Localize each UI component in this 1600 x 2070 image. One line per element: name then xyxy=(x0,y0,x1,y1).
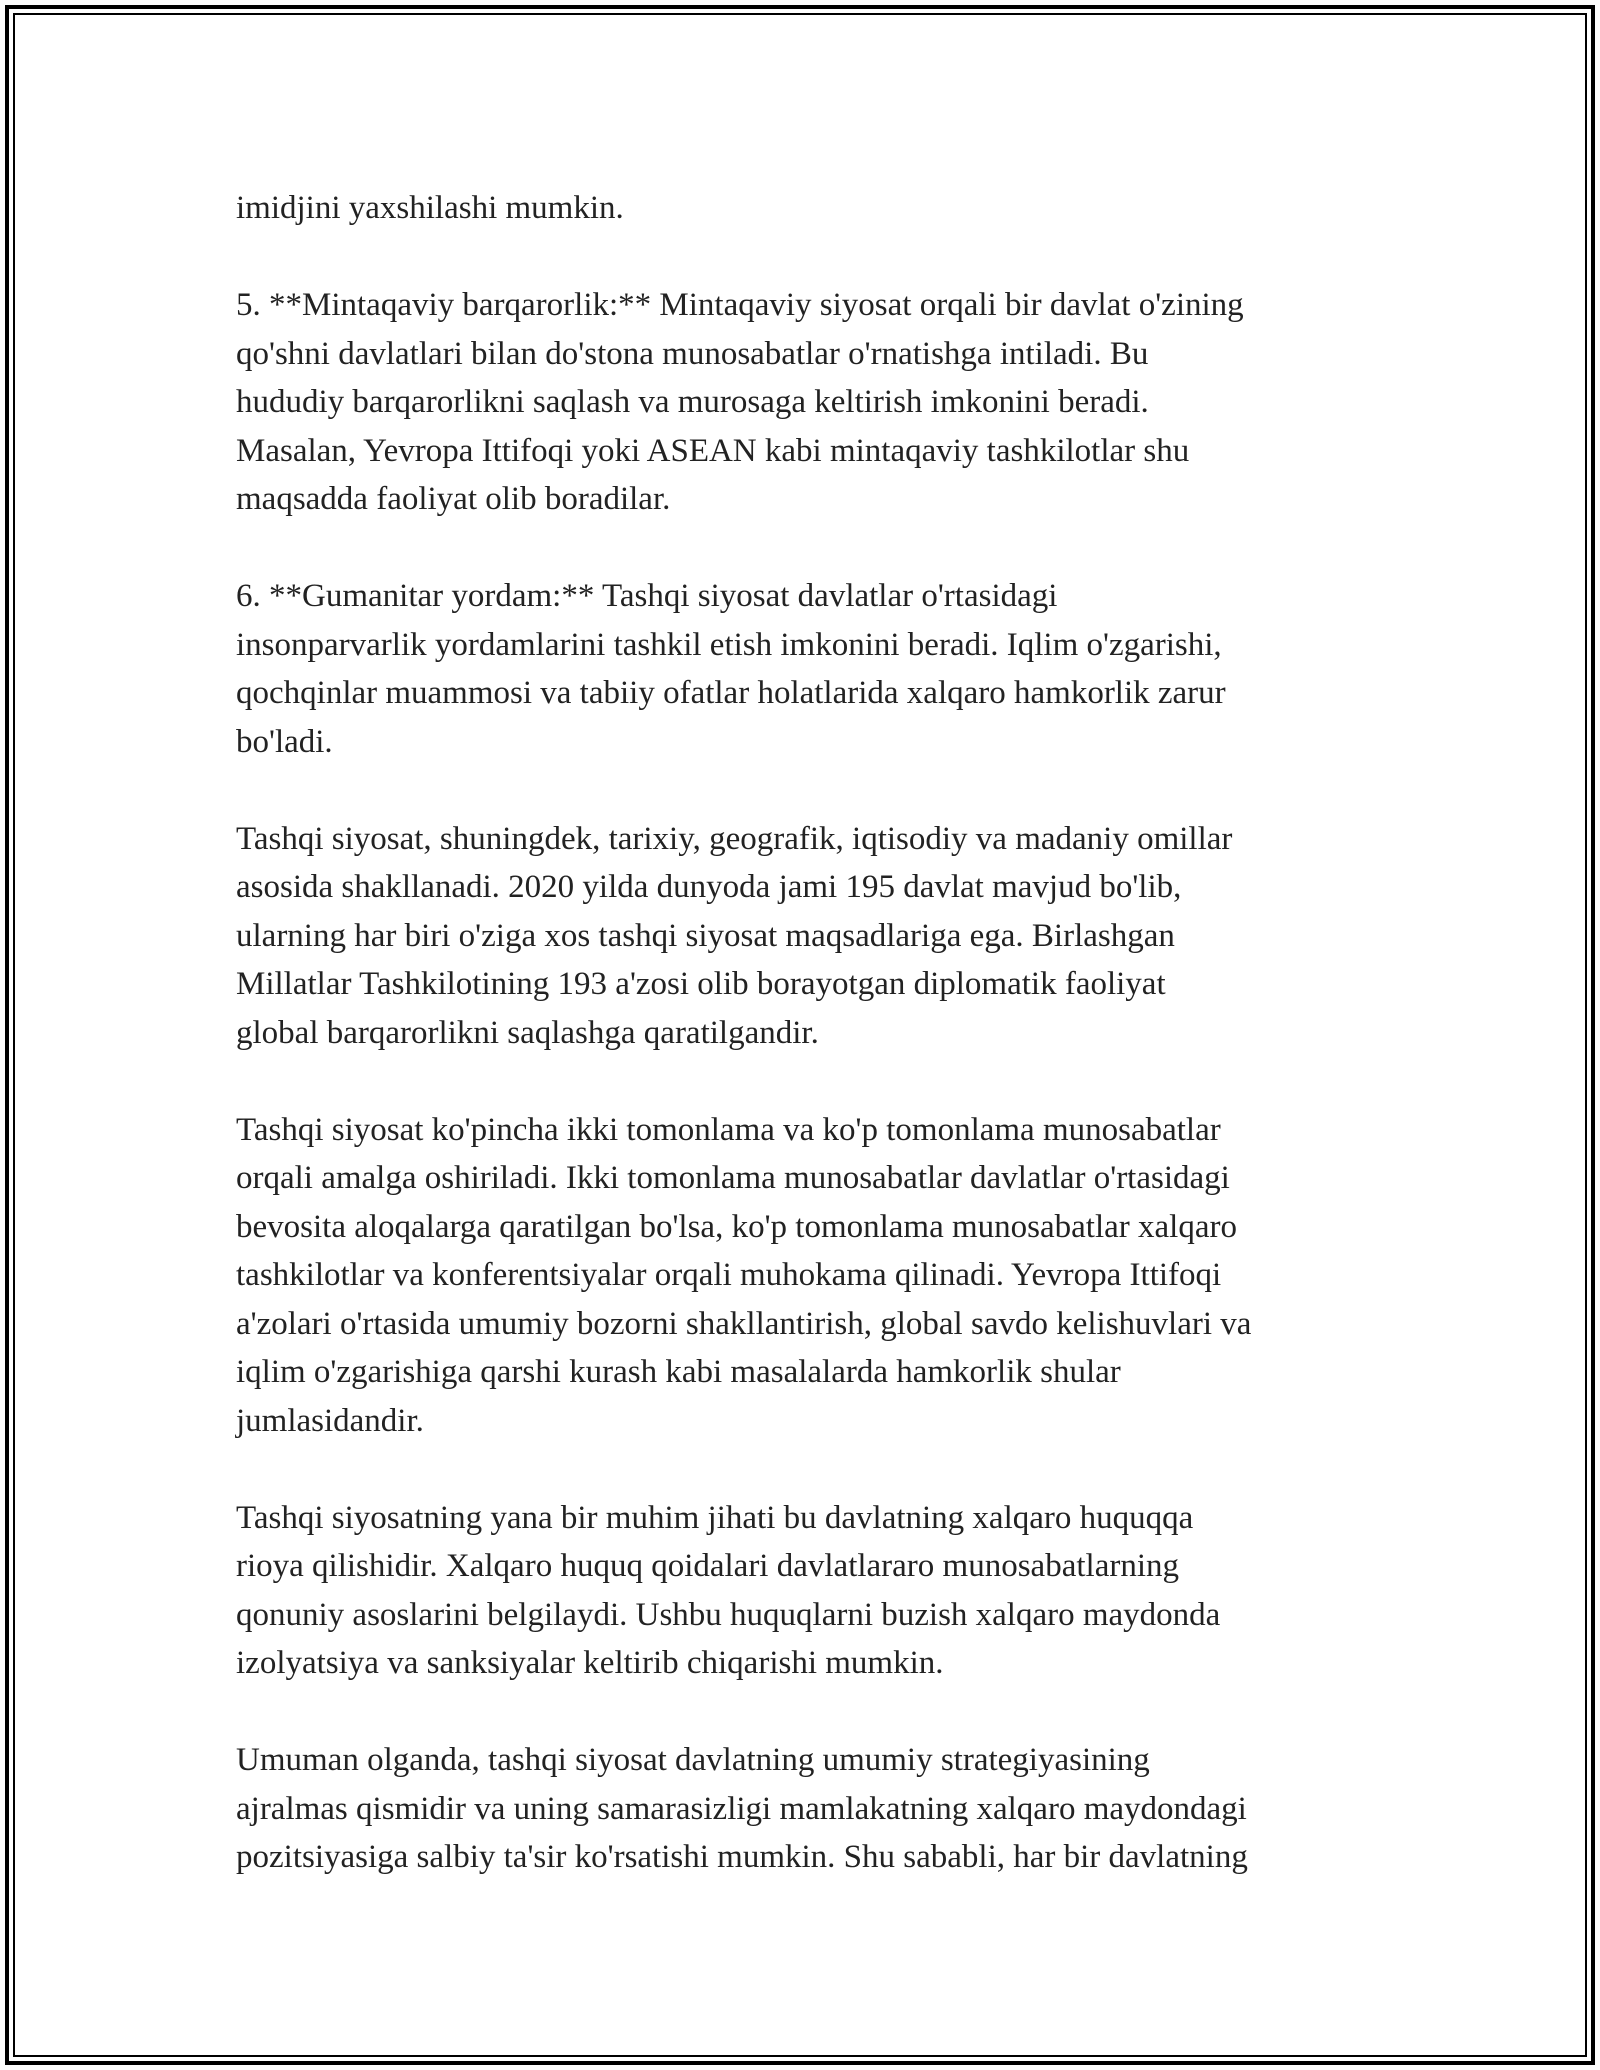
paragraph-regional-stability: 5. **Mintaqaviy barqarorlik:** Mintaqaviy siyosat orqali bir davlat o'zining qo'shni davlatlari bilan do'stona munosabatlar o'rnatishga intiladi. Bu hududiy barqarorlikni saqlash va murosaga keltirish imkonini beradi. Masalan, Yevropa Ittifoqi yoki ASEAN kabi mintaqaviy tashkilotlar shu maqsadda faoliyat olib boradilar. xyxy=(236,287,1244,517)
document-body xyxy=(236,184,1396,1882)
paragraph-humanitarian-aid: 6. **Gumanitar yordam:** Tashqi siyosat davlatlar o'rtasidagi insonparvarlik yordamlarini tashkil etish imkonini beradi. Iqlim o'zgarishi, qochqinlar muammosi va tabiiy ofatlar holatlarida xalqaro hamkorlik zarur bo'ladi. xyxy=(236,578,1226,760)
paragraph-foreign-policy-factors: Tashqi siyosat, shuningdek, tarixiy, geografik, iqtisodiy va madaniy omillar asosida shakllanadi. 2020 yilda dunyoda jami 195 davlat mavjud bo'lib, ularning har biri o'ziga xos tashqi siyosat maqsadlariga ega. Birlashgan Millatlar Tashkilotining 193 a'zosi olib borayotgan diplomatik faoliyat global barqarorlikni saqlashga qaratilgandir. xyxy=(236,820,1233,1051)
paragraph-conclusion: Umuman olganda, tashqi siyosat davlatning umumiy strategiyasining ajralmas qismidir va uning samarasizligi mamlakatning xalqaro maydondagi pozitsiyasiga salbiy ta'sir ko'rsatishi mumkin. Shu sababli, har bir davlatning xyxy=(236,1742,1248,1875)
paragraph-bilateral-multilateral: Tashqi siyosat ko'pincha ikki tomonlama va ko'p tomonlama munosabatlar orqali amalga oshiriladi. Ikki tomonlama munosabatlar davlatlar o'rtasidagi bevosita aloqalarga qaratilgan bo'lsa, ko'p tomonlama munosabatlar xalqaro tashkilotlar va konferentsiyalar orqali muhokama qilinadi. Yevropa Ittifoqi a'zolari o'rtasida umumiy bozorni shakllantirish, global savdo kelishuvlari va iqlim o'zgarishiga qarshi kurash kabi masalalarda hamkorlik shular jumlasidandir. xyxy=(236,1111,1252,1439)
paragraph-international-law: Tashqi siyosatning yana bir muhim jihati bu davlatning xalqaro huquqqa rioya qilishidir. Xalqaro huquq qoidalari davlatlararo munosabatlarning qonuniy asoslarini belgilaydi. Ushbu huquqlarni buzish xalqaro maydonda izolyatsiya va sanksiyalar keltirib chiqarishi mumkin. xyxy=(236,1499,1221,1681)
paragraph-continuation: imidjini yaxshilashi mumkin. xyxy=(236,190,624,226)
